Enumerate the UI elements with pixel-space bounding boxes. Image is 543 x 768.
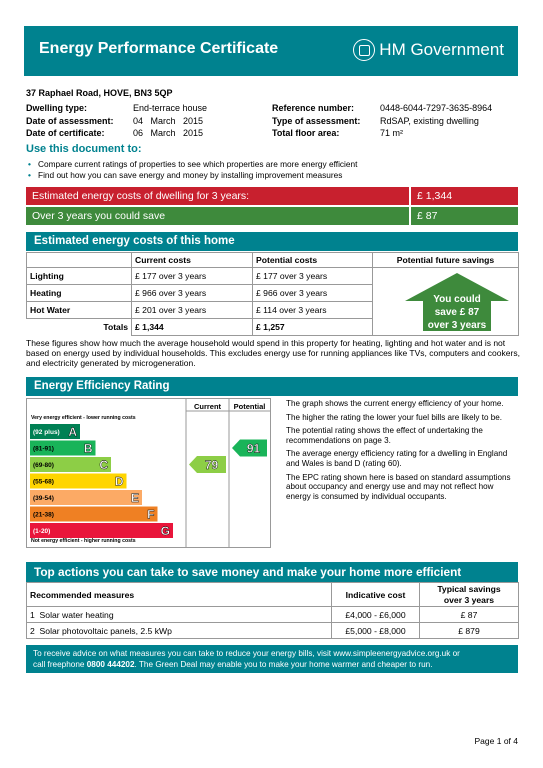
savings-bar xyxy=(26,207,518,225)
eer-band-range: (69-80) xyxy=(33,462,54,469)
epc-banner xyxy=(24,26,518,76)
eer-text: The potential rating shows the effect of undertaking the recommendations on page 3. xyxy=(286,426,483,445)
table-row xyxy=(27,623,519,639)
eer-band-range: (92 plus) xyxy=(33,429,60,436)
potential-cost-cell: £ 966 over 3 years xyxy=(253,285,373,302)
eer-band-letter: F xyxy=(147,507,155,522)
eer-text: The graph shows the current energy efficiency of your home. xyxy=(286,399,504,408)
details-row xyxy=(26,103,526,116)
header-cell: Recommended measures xyxy=(27,583,332,607)
hm-government-logo xyxy=(353,39,504,61)
header-cell xyxy=(420,583,519,607)
cost-cell: £5,000 - £8,000 xyxy=(332,623,420,639)
eer-heading: Energy Efficiency Rating xyxy=(26,377,518,396)
savings-value: £ 87 xyxy=(411,207,518,225)
royal-crest-icon xyxy=(353,39,375,61)
savings-cell: £ 87 xyxy=(420,607,519,623)
eer-band-range: (39-54) xyxy=(33,495,54,502)
floor-area-value: 71 m² xyxy=(380,128,404,138)
floor-area-label: Total floor area: xyxy=(272,128,340,138)
dwelling-type-label: Dwelling type: xyxy=(26,103,88,113)
current-cost-cell: £ 966 over 3 years xyxy=(132,285,253,302)
assessment-date-value: 04 March 2015 xyxy=(133,115,204,126)
savings-cell: £ 879 xyxy=(420,623,519,639)
certificate-date-value: 06 March 2015 xyxy=(133,128,204,138)
row-label: Heating xyxy=(27,285,132,302)
current-cost-cell: £ 201 over 3 years xyxy=(132,302,253,319)
page-number: Page 1 of 4 xyxy=(474,736,518,746)
header-cell: Potential costs xyxy=(253,253,373,268)
header-cell: Indicative cost xyxy=(332,583,420,607)
eer-band-a xyxy=(30,424,80,439)
eer-band-letter: E xyxy=(130,491,139,505)
header-cell xyxy=(27,253,132,268)
dwelling-type-value: End-terrace house xyxy=(133,103,208,113)
total-current: £ 1,344 xyxy=(132,319,253,336)
potential-rating-arrow xyxy=(232,440,267,457)
eer-band-letter: A xyxy=(68,425,77,439)
actions-table xyxy=(26,582,519,639)
measure-cell: 1 Solar water heating xyxy=(27,607,332,623)
eer-bottom-label: Not energy efficient - higher running costs xyxy=(31,538,136,544)
eer-text: The EPC rating shown here is based on standard assumptions about occupancy and energy use and may not reflect how energy is consumed by individual occupants. xyxy=(286,472,511,501)
potential-rating-arrow-value: 91 xyxy=(246,441,261,456)
savings-header-line-1: Typical savings xyxy=(437,583,501,594)
eer-band-range: (81-91) xyxy=(33,445,54,453)
eer-description xyxy=(286,399,512,505)
advice-line-1: To receive advice on what measures you can take to reduce your energy bills, visit www.simpleenergyadvice.org.uk or xyxy=(33,649,460,658)
eer-graph xyxy=(27,399,270,547)
table-header-row xyxy=(27,583,519,607)
eer-band-letter: C xyxy=(99,458,108,472)
savings-line-2: save £ 87 xyxy=(434,307,480,318)
eer-chart xyxy=(26,398,271,548)
actions-heading: Top actions you can take to save money and make your home more efficient xyxy=(26,562,518,582)
use-document-heading: Use this document to: xyxy=(26,143,142,155)
use-document-list xyxy=(26,159,357,181)
costs-section-heading: Estimated energy costs of this home xyxy=(26,232,518,251)
details-row xyxy=(26,128,526,141)
current-rating-arrow xyxy=(189,456,226,473)
eer-text: The higher the rating the lower your fuel bills are likely to be. xyxy=(286,412,502,422)
total-potential: £ 1,257 xyxy=(253,319,373,336)
potential-cost-cell: £ 114 over 3 years xyxy=(253,302,373,319)
header-cell: Potential future savings xyxy=(373,253,519,268)
eer-band-letter: B xyxy=(83,441,93,456)
eer-band-b xyxy=(30,441,96,456)
list-item: • Find out how you can save energy and money by installing improvement measures xyxy=(26,170,357,181)
current-column-header: Current xyxy=(193,402,222,411)
estimated-cost-value: £ 1,344 xyxy=(411,187,518,205)
assessment-type-value: RdSAP, existing dwelling xyxy=(380,115,479,126)
eer-band-f xyxy=(30,507,158,522)
savings-label: Over 3 years you could save xyxy=(26,207,409,225)
advice-post: . The Green Deal may enable you to make your home warmer and cheaper to run. xyxy=(134,659,433,669)
cost-cell: £4,000 - £6,000 xyxy=(332,607,420,623)
current-rating-arrow-value: 79 xyxy=(204,458,219,472)
eer-band-c xyxy=(30,457,111,472)
certificate-date-label: Date of certificate: xyxy=(26,128,105,138)
reference-number-value: 0448-6044-7297-3635-8964 xyxy=(380,103,493,113)
eer-top-label: Very energy efficient - lower running costs xyxy=(31,415,136,421)
reference-number-label: Reference number: xyxy=(272,103,355,113)
row-label: Hot Water xyxy=(27,302,132,319)
eer-band-g xyxy=(30,523,173,538)
current-cost-cell: £ 177 over 3 years xyxy=(132,268,253,285)
eer-band-d xyxy=(30,474,127,489)
eer-band-letter: G xyxy=(160,524,170,538)
eer-band-bar xyxy=(30,523,173,538)
savings-arrow xyxy=(405,273,509,331)
potential-column-header: Potential xyxy=(233,402,266,411)
eer-band-range: (55-68) xyxy=(33,478,54,486)
advice-line-2 xyxy=(33,660,511,671)
advice-box xyxy=(26,645,518,673)
government-label: HM Government xyxy=(379,40,504,59)
eer-band-e xyxy=(30,490,142,505)
eer-band-letter: D xyxy=(114,474,124,489)
property-details xyxy=(26,103,526,141)
measure-cell: 2 Solar photovoltaic panels, 2.5 kWp xyxy=(27,623,332,639)
row-label: Lighting xyxy=(27,268,132,285)
assessment-type-label: Type of assessment: xyxy=(272,115,361,126)
property-address: 37 Raphael Road, HOVE, BN3 5QP xyxy=(26,88,173,98)
advice-pre: call freephone xyxy=(33,659,87,669)
assessment-date-label: Date of assessment: xyxy=(26,115,114,126)
savings-header-line-2: over 3 years xyxy=(443,594,495,605)
estimated-cost-label: Estimated energy costs of dwelling for 3 years: xyxy=(26,187,409,205)
costs-note: These figures show how much the average household would spend in this property for heating, lighting and hot water and is not based on energy used by individual households. This excludes energy use for running appliances like TVs, computers and cookers, and electricity generated by microgeneration. xyxy=(26,338,520,368)
table-header-row xyxy=(27,253,519,268)
savings-line-1: You could xyxy=(433,294,481,305)
header-cell: Current costs xyxy=(132,253,253,268)
eer-band-range: (21-38) xyxy=(33,511,54,519)
list-item: • Compare current ratings of properties to see which properties are more energy efficient xyxy=(26,159,357,170)
eer-band-range: (1-20) xyxy=(33,528,51,535)
eer-text: The average energy efficiency rating for a dwelling in England and Wales is band D (rating 60). xyxy=(286,449,508,468)
savings-line-3: over 3 years xyxy=(427,320,487,331)
page-title: Energy Performance Certificate xyxy=(39,40,279,57)
details-row xyxy=(26,116,526,129)
estimated-cost-bar xyxy=(26,187,518,205)
freephone-number[interactable]: 0800 444202 xyxy=(86,659,135,669)
totals-label: Totals xyxy=(27,319,132,336)
table-row xyxy=(27,607,519,623)
potential-cost-cell: £ 177 over 3 years xyxy=(253,268,373,285)
